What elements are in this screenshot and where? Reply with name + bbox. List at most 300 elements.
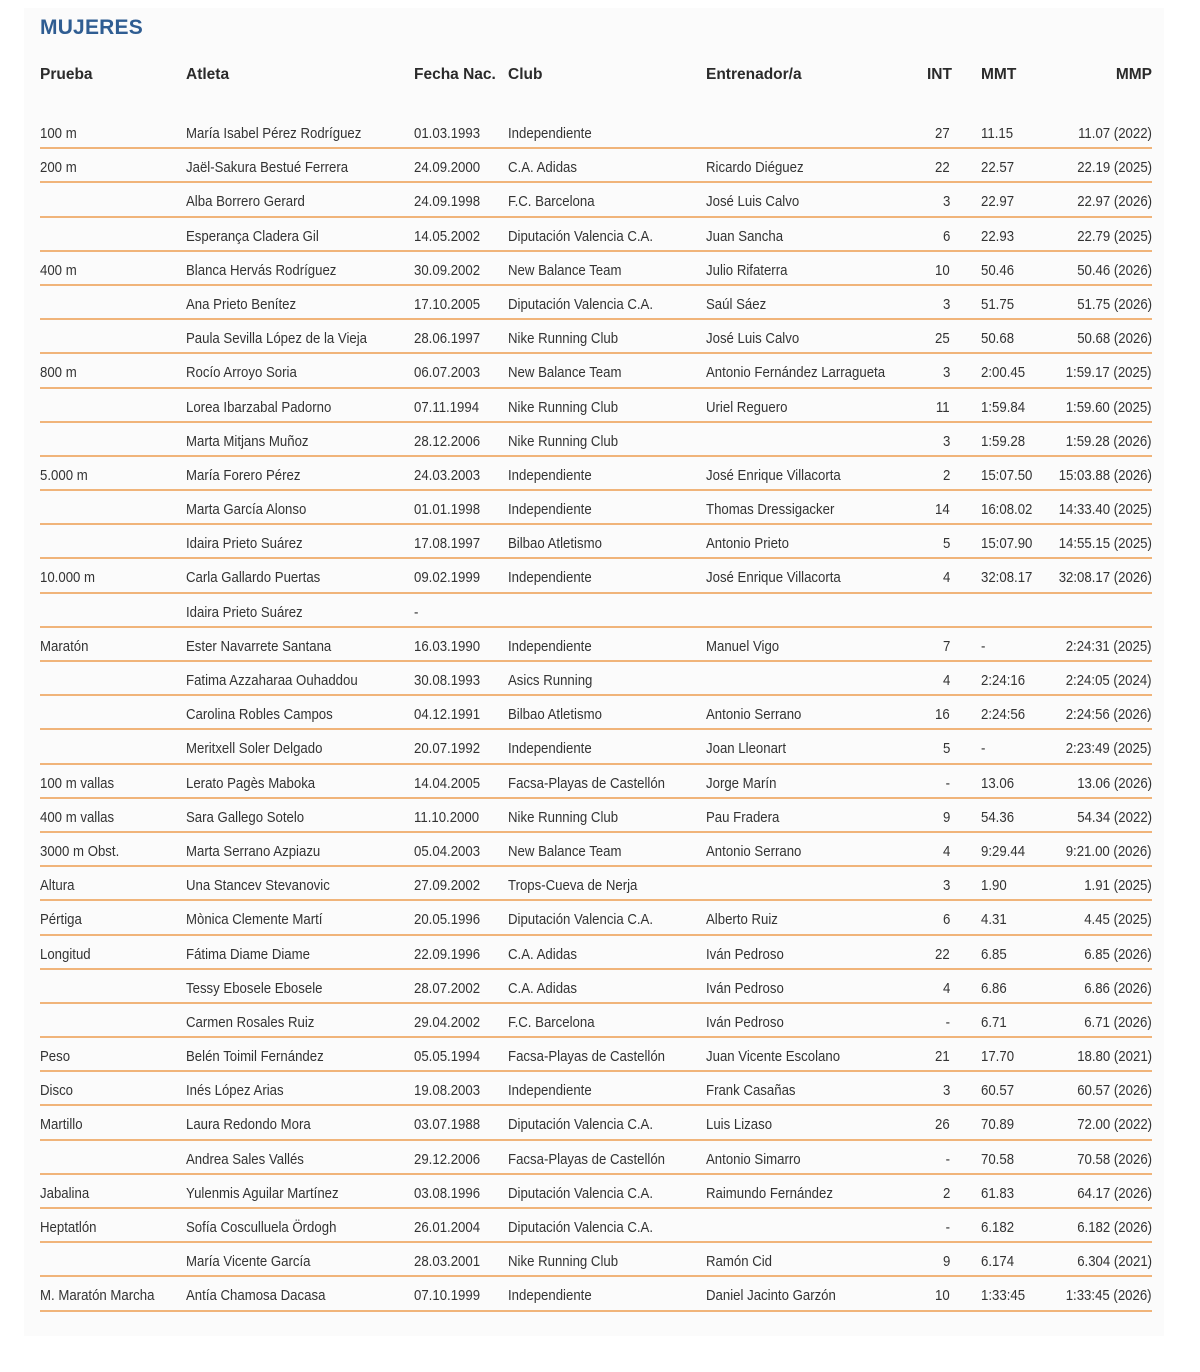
cell-mmt: 51.75 — [981, 295, 1015, 313]
cell-atleta: María Isabel Pérez Rodríguez — [186, 125, 362, 142]
cell-mmp: 14:55.15 (2025) — [1058, 535, 1152, 553]
cell-atleta: María Vicente García — [186, 1253, 311, 1271]
cell-entrenador: Luis Lizaso — [706, 1116, 773, 1134]
cell-mmt: 1:33:45 — [981, 1287, 1026, 1305]
cell-fecha-nac: 29.04.2002 — [414, 1013, 481, 1031]
cell-mmt: 22.93 — [981, 227, 1015, 245]
cell-mmp: 6.71 (2026) — [1084, 1013, 1152, 1031]
cell-entrenador: Ramón Cid — [706, 1253, 773, 1271]
cell-club: Independiente — [508, 569, 592, 587]
cell-int: 5 — [942, 535, 950, 553]
cell-fecha-nac: 28.03.2001 — [414, 1253, 481, 1271]
cell-mmp: 2:24:31 (2025) — [1066, 637, 1152, 655]
cell-int: 14 — [935, 501, 950, 519]
cell-mmp: 22.79 (2025) — [1077, 227, 1152, 245]
cell-mmt: 6.71 — [981, 1013, 1007, 1031]
cell-int: - — [945, 1013, 950, 1031]
cell-fecha-nac: 11.10.2000 — [414, 808, 480, 826]
cell-atleta: Mònica Clemente Martí — [186, 911, 323, 929]
cell-entrenador: Juan Vicente Escolano — [706, 1048, 841, 1066]
cell-club: Nike Running Club — [508, 1253, 619, 1271]
cell-fecha-nac: 05.05.1994 — [414, 1048, 481, 1066]
cell-prueba: 5.000 m — [40, 466, 88, 484]
cell-club: New Balance Team — [508, 842, 622, 860]
cell-fecha-nac: 20.05.1996 — [414, 911, 481, 929]
cell-entrenador: Antonio Serrano — [706, 706, 802, 724]
cell-mmp: 64.17 (2026) — [1077, 1184, 1152, 1202]
cell-int: 6 — [942, 227, 950, 245]
cell-atleta: Jaël-Sakura Bestué Ferrera — [186, 159, 349, 177]
cell-mmp: 54.34 (2022) — [1077, 808, 1152, 826]
cell-entrenador: José Luis Calvo — [706, 330, 800, 348]
cell-entrenador: Iván Pedroso — [706, 979, 784, 997]
cell-atleta: Lerato Pagès Maboka — [186, 774, 316, 792]
cell-prueba: Disco — [40, 1082, 74, 1100]
cell-mmp: 13.06 (2026) — [1077, 774, 1152, 792]
cell-prueba: 800 m — [40, 364, 77, 382]
cell-mmt: 1:59.28 — [981, 432, 1026, 450]
cell-club: Diputación Valencia C.A. — [508, 1116, 654, 1134]
cell-entrenador: Juan Sancha — [706, 227, 784, 245]
table-row — [40, 698, 1152, 732]
cell-int: 5 — [942, 740, 950, 758]
table-row — [40, 1211, 1152, 1245]
section-title: MUJERES — [40, 16, 143, 39]
cell-int: 25 — [935, 330, 950, 348]
cell-mmp: 50.46 (2026) — [1077, 261, 1152, 279]
table-row — [40, 220, 1152, 254]
cell-fecha-nac: 04.12.1991 — [414, 706, 481, 724]
cell-entrenador: Manuel Vigo — [706, 637, 780, 655]
cell-club: Diputación Valencia C.A. — [508, 1184, 654, 1202]
table-row — [40, 1108, 1152, 1142]
cell-mmp: 2:24:05 (2024) — [1066, 672, 1152, 689]
cell-fecha-nac: 22.09.1996 — [414, 945, 481, 963]
cell-mmt: 22.57 — [981, 159, 1015, 177]
table-row — [40, 151, 1152, 185]
cell-mmt: 2:24:16 — [981, 672, 1026, 689]
cell-mmp: 72.00 (2022) — [1077, 1116, 1152, 1134]
cell-prueba: Longitud — [40, 945, 91, 963]
cell-atleta: Carmen Rosales Ruiz — [186, 1013, 315, 1031]
cell-atleta: Ana Prieto Benítez — [186, 295, 297, 313]
cell-club: Bilbao Atletismo — [508, 706, 602, 724]
cell-prueba: 100 m vallas — [40, 774, 115, 792]
table-row — [40, 391, 1152, 425]
cell-club: Nike Running Club — [508, 330, 619, 348]
cell-entrenador: Antonio Prieto — [706, 535, 789, 553]
table-row — [40, 1006, 1152, 1040]
table-row — [40, 801, 1152, 835]
cell-fecha-nac: 20.07.1992 — [414, 740, 481, 758]
cell-atleta: Inés López Arias — [186, 1082, 284, 1100]
cell-mmp: 15:03.88 (2026) — [1058, 466, 1152, 484]
cell-entrenador: José Enrique Villacorta — [706, 569, 841, 587]
cell-mmp: 32:08.17 (2026) — [1058, 569, 1152, 587]
header-atleta: Atleta — [186, 66, 230, 83]
cell-mmp: 4.45 (2025) — [1084, 911, 1152, 929]
cell-mmp: 6.182 (2026) — [1077, 1219, 1152, 1236]
table-row — [40, 459, 1152, 493]
cell-mmp: 1:59.28 (2026) — [1066, 432, 1152, 450]
cell-club: Asics Running — [508, 672, 593, 689]
table-row — [40, 630, 1152, 664]
cell-mmt: 6.86 — [981, 979, 1007, 997]
cell-int: 6 — [942, 911, 950, 929]
cell-atleta: Paula Sevilla López de la Vieja — [186, 330, 368, 348]
cell-entrenador: Jorge Marín — [706, 774, 777, 792]
cell-club: Nike Running Club — [508, 432, 619, 450]
cell-mmp: 1:33:45 (2026) — [1066, 1287, 1152, 1305]
header-int: INT — [927, 66, 952, 83]
cell-int: 10 — [935, 261, 950, 279]
cell-fecha-nac: 07.10.1999 — [414, 1287, 481, 1305]
cell-mmt: 50.46 — [981, 261, 1015, 279]
cell-atleta: Idaira Prieto Suárez — [186, 535, 303, 553]
cell-int: 4 — [942, 569, 950, 587]
cell-fecha-nac: 29.12.2006 — [414, 1150, 481, 1168]
cell-mmp: 6.304 (2021) — [1077, 1253, 1152, 1271]
cell-atleta: Fatima Azzaharaa Ouhaddou — [186, 672, 358, 689]
cell-club: C.A. Adidas — [508, 159, 577, 177]
table-row — [40, 1279, 1152, 1313]
cell-atleta: Carolina Robles Campos — [186, 706, 333, 724]
cell-mmp: 6.86 (2026) — [1084, 979, 1152, 997]
cell-fecha-nac: 17.10.2005 — [414, 295, 481, 313]
cell-club: Diputación Valencia C.A. — [508, 227, 654, 245]
cell-atleta: Tessy Ebosele Ebosele — [186, 979, 323, 997]
cell-mmp: 6.85 (2026) — [1084, 945, 1152, 963]
cell-entrenador: Thomas Dressigacker — [706, 501, 835, 519]
cell-entrenador: Joan Lleonart — [706, 740, 786, 758]
cell-mmt: 16:08.02 — [981, 501, 1033, 519]
header-entrenador: Entrenador/a — [706, 66, 802, 83]
cell-entrenador: Antonio Simarro — [706, 1150, 801, 1168]
cell-club: Nike Running Club — [508, 808, 619, 826]
cell-club: F.C. Barcelona — [508, 1013, 595, 1031]
cell-atleta: Fátima Diame Diame — [186, 945, 310, 963]
cell-int: 3 — [942, 432, 950, 450]
cell-mmp: 1.91 (2025) — [1084, 877, 1152, 895]
cell-mmp: 51.75 (2026) — [1077, 295, 1152, 313]
cell-int: 7 — [942, 637, 950, 655]
cell-prueba: Peso — [40, 1048, 71, 1066]
cell-mmt: 61.83 — [981, 1184, 1015, 1202]
cell-atleta: Marta Mitjans Muñoz — [186, 432, 309, 450]
cell-fecha-nac: 30.09.2002 — [414, 261, 481, 279]
table-row — [40, 1074, 1152, 1108]
cell-club: New Balance Team — [508, 364, 622, 382]
table-row — [40, 972, 1152, 1006]
cell-fecha-nac: 24.03.2003 — [414, 466, 481, 484]
cell-mmt: 2:24:56 — [981, 706, 1026, 724]
cell-entrenador: Frank Casañas — [706, 1082, 796, 1100]
cell-int: 2 — [942, 466, 950, 484]
cell-entrenador: Pau Fradera — [706, 808, 780, 826]
cell-fecha-nac: 24.09.2000 — [414, 159, 481, 177]
cell-entrenador: Antonio Serrano — [706, 842, 802, 860]
cell-fecha-nac: 17.08.1997 — [414, 535, 481, 553]
cell-entrenador: Uriel Reguero — [706, 398, 788, 416]
cell-prueba: Pértiga — [40, 911, 82, 929]
cell-int: 9 — [942, 1253, 950, 1271]
cell-mmp: 60.57 (2026) — [1077, 1082, 1152, 1100]
cell-int: - — [945, 774, 950, 792]
cell-club: Independiente — [508, 1287, 592, 1305]
cell-fecha-nac: 28.06.1997 — [414, 330, 481, 348]
cell-entrenador: Antonio Fernández Larragueta — [706, 364, 886, 382]
cell-mmt: 1:59.84 — [981, 398, 1026, 416]
cell-fecha-nac: 01.03.1993 — [414, 125, 481, 142]
table-row — [40, 322, 1152, 356]
cell-atleta: Meritxell Soler Delgado — [186, 740, 323, 758]
cell-atleta: Laura Redondo Mora — [186, 1116, 311, 1134]
cell-mmt: 50.68 — [981, 330, 1015, 348]
cell-mmt: 54.36 — [981, 808, 1015, 826]
cell-atleta: Marta García Alonso — [186, 501, 307, 519]
cell-club: Independiente — [508, 501, 592, 519]
cell-fecha-nac: 24.09.1998 — [414, 193, 481, 211]
cell-mmt: 15:07.90 — [981, 535, 1033, 553]
cell-prueba: 100 m — [40, 125, 77, 142]
cell-entrenador: Alberto Ruiz — [706, 911, 778, 929]
cell-entrenador: Raimundo Fernández — [706, 1184, 833, 1202]
cell-prueba: Altura — [40, 877, 75, 895]
table-row — [40, 1177, 1152, 1211]
cell-int: 9 — [942, 808, 950, 826]
cell-fecha-nac: - — [414, 603, 419, 621]
cell-int: 26 — [935, 1116, 950, 1134]
cell-atleta: Alba Borrero Gerard — [186, 193, 305, 211]
cell-mmt: 32:08.17 — [981, 569, 1033, 587]
cell-atleta: Carla Gallardo Puertas — [186, 569, 321, 587]
cell-entrenador: Iván Pedroso — [706, 945, 784, 963]
table-header — [40, 66, 1152, 90]
header-club: Club — [508, 66, 543, 83]
cell-club: Diputación Valencia C.A. — [508, 1219, 654, 1236]
cell-int: 2 — [942, 1184, 950, 1202]
cell-mmt: - — [981, 740, 986, 758]
cell-mmt: 6.85 — [981, 945, 1007, 963]
cell-mmp: 1:59.60 (2025) — [1066, 398, 1152, 416]
cell-entrenador: José Luis Calvo — [706, 193, 800, 211]
cell-int: 27 — [935, 125, 950, 142]
cell-club: Trops-Cueva de Nerja — [508, 877, 638, 895]
cell-entrenador: Daniel Jacinto Garzón — [706, 1287, 836, 1305]
cell-int: 3 — [942, 193, 950, 211]
cell-fecha-nac: 09.02.1999 — [414, 569, 481, 587]
cell-int: 4 — [942, 842, 950, 860]
cell-prueba: Jabalina — [40, 1184, 90, 1202]
cell-fecha-nac: 06.07.2003 — [414, 364, 481, 382]
cell-prueba: Martillo — [40, 1116, 83, 1134]
cell-mmt: 6.182 — [981, 1219, 1015, 1236]
cell-mmp: 14:33.40 (2025) — [1058, 501, 1152, 519]
cell-prueba: 200 m — [40, 159, 77, 177]
cell-mmt: 6.174 — [981, 1253, 1015, 1271]
cell-prueba: Maratón — [40, 637, 89, 655]
table-row — [40, 664, 1152, 698]
cell-atleta: Antía Chamosa Dacasa — [186, 1287, 326, 1305]
cell-club: Nike Running Club — [508, 398, 619, 416]
cell-atleta: Blanca Hervás Rodríguez — [186, 261, 337, 279]
cell-mmp: 22.97 (2026) — [1077, 193, 1152, 211]
cell-entrenador: Iván Pedroso — [706, 1013, 784, 1031]
header-mmt: MMT — [981, 66, 1017, 83]
header-fecha-nac: Fecha Nac. — [414, 66, 496, 83]
table-row — [40, 288, 1152, 322]
cell-mmt: 22.97 — [981, 193, 1015, 211]
cell-club: Independiente — [508, 637, 592, 655]
cell-club: Bilbao Atletismo — [508, 535, 602, 553]
table-row — [40, 1040, 1152, 1074]
cell-fecha-nac: 03.07.1988 — [414, 1116, 481, 1134]
cell-mmt: 4.31 — [981, 911, 1007, 929]
cell-int: - — [945, 1219, 950, 1236]
cell-prueba: 10.000 m — [40, 569, 96, 587]
cell-int: 16 — [935, 706, 950, 724]
cell-int: 21 — [935, 1048, 950, 1066]
table-row — [40, 1143, 1152, 1177]
cell-club: Independiente — [508, 740, 592, 758]
cell-atleta: Una Stancev Stevanovic — [186, 877, 330, 895]
cell-atleta: Rocío Arroyo Soria — [186, 364, 297, 382]
athletes-table — [40, 117, 1152, 1314]
cell-atleta: Ester Navarrete Santana — [186, 637, 332, 655]
cell-fecha-nac: 14.04.2005 — [414, 774, 481, 792]
cell-club: Facsa-Playas de Castellón — [508, 774, 666, 792]
table-row — [40, 254, 1152, 288]
table-row — [40, 527, 1152, 561]
cell-mmp: 2:23:49 (2025) — [1066, 740, 1152, 758]
table-row — [40, 117, 1152, 151]
cell-atleta: Andrea Sales Vallés — [186, 1150, 304, 1168]
cell-int: 22 — [935, 945, 950, 963]
cell-mmp: 2:24:56 (2026) — [1066, 706, 1152, 724]
cell-club: Independiente — [508, 1082, 592, 1100]
cell-fecha-nac: 26.01.2004 — [414, 1219, 481, 1236]
cell-mmp: 50.68 (2026) — [1077, 330, 1152, 348]
table-row — [40, 732, 1152, 766]
cell-atleta: Belén Toimil Fernández — [186, 1048, 324, 1066]
cell-mmt: 13.06 — [981, 774, 1015, 792]
cell-mmt: 70.89 — [981, 1116, 1015, 1134]
cell-entrenador: José Enrique Villacorta — [706, 466, 841, 484]
cell-club: Diputación Valencia C.A. — [508, 295, 654, 313]
cell-atleta: Marta Serrano Azpiazu — [186, 842, 321, 860]
cell-fecha-nac: 28.07.2002 — [414, 979, 481, 997]
cell-mmt: 17.70 — [981, 1048, 1015, 1066]
cell-prueba: Heptatlón — [40, 1219, 97, 1236]
cell-mmt: 9:29.44 — [981, 842, 1026, 860]
cell-int: 4 — [942, 979, 950, 997]
cell-prueba: M. Maratón Marcha — [40, 1287, 155, 1305]
cell-mmp: 22.19 (2025) — [1077, 159, 1152, 177]
cell-prueba: 3000 m Obst. — [40, 842, 120, 860]
cell-fecha-nac: 05.04.2003 — [414, 842, 481, 860]
cell-atleta: Sofía Cosculluela Ördogh — [186, 1219, 337, 1236]
table-row — [40, 869, 1152, 903]
cell-fecha-nac: 30.08.1993 — [414, 672, 481, 689]
header-prueba: Prueba — [40, 66, 93, 83]
cell-mmt: 1.90 — [981, 877, 1007, 895]
cell-entrenador: Saúl Sáez — [706, 295, 767, 313]
table-row — [40, 767, 1152, 801]
cell-mmp: 70.58 (2026) — [1077, 1150, 1152, 1168]
cell-int: - — [945, 1150, 950, 1168]
table-row — [40, 835, 1152, 869]
cell-fecha-nac: 03.08.1996 — [414, 1184, 481, 1202]
cell-club: F.C. Barcelona — [508, 193, 595, 211]
cell-mmt: - — [981, 637, 986, 655]
cell-int: 10 — [935, 1287, 950, 1305]
cell-atleta: Sara Gallego Sotelo — [186, 808, 305, 826]
cell-mmt: 11.15 — [981, 125, 1014, 142]
cell-entrenador: Julio Rifaterra — [706, 261, 788, 279]
cell-atleta: Lorea Ibarzabal Padorno — [186, 398, 332, 416]
table-row — [40, 596, 1152, 630]
table-row — [40, 561, 1152, 595]
cell-int: 4 — [942, 672, 950, 689]
cell-club: Independiente — [508, 466, 592, 484]
cell-club: Facsa-Playas de Castellón — [508, 1150, 666, 1168]
cell-mmp: 9:21.00 (2026) — [1066, 842, 1152, 860]
cell-fecha-nac: 27.09.2002 — [414, 877, 481, 895]
cell-prueba: 400 m — [40, 261, 77, 279]
cell-atleta: Yulenmis Aguilar Martínez — [186, 1184, 339, 1202]
cell-fecha-nac: 01.01.1998 — [414, 501, 481, 519]
cell-mmp: 11.07 (2022) — [1078, 125, 1152, 142]
cell-club: Facsa-Playas de Castellón — [508, 1048, 666, 1066]
cell-mmt: 2:00.45 — [981, 364, 1026, 382]
cell-club: C.A. Adidas — [508, 945, 577, 963]
cell-mmt: 15:07.50 — [981, 466, 1033, 484]
cell-club: Diputación Valencia C.A. — [508, 911, 654, 929]
cell-int: 11 — [936, 398, 950, 416]
cell-fecha-nac: 14.05.2002 — [414, 227, 481, 245]
cell-mmp: 1:59.17 (2025) — [1066, 364, 1152, 382]
table-row — [40, 185, 1152, 219]
cell-atleta: Esperança Cladera Gil — [186, 227, 319, 245]
cell-mmt: 70.58 — [981, 1150, 1015, 1168]
cell-atleta: María Forero Pérez — [186, 466, 301, 484]
cell-mmp: 18.80 (2021) — [1077, 1048, 1152, 1066]
table-row — [40, 425, 1152, 459]
cell-int: 3 — [942, 295, 950, 313]
cell-int: 3 — [942, 364, 950, 382]
cell-int: 3 — [942, 1082, 950, 1100]
cell-int: 22 — [935, 159, 950, 177]
cell-fecha-nac: 16.03.1990 — [414, 637, 481, 655]
cell-club: C.A. Adidas — [508, 979, 577, 997]
table-row — [40, 903, 1152, 937]
cell-fecha-nac: 28.12.2006 — [414, 432, 481, 450]
cell-fecha-nac: 07.11.1994 — [414, 398, 480, 416]
table-row — [40, 938, 1152, 972]
cell-club: Independiente — [508, 125, 592, 142]
table-row — [40, 493, 1152, 527]
cell-prueba: 400 m vallas — [40, 808, 115, 826]
cell-entrenador: Ricardo Diéguez — [706, 159, 804, 177]
cell-mmt: 60.57 — [981, 1082, 1015, 1100]
cell-club: New Balance Team — [508, 261, 622, 279]
table-row — [40, 356, 1152, 390]
header-mmp: MMP — [1115, 66, 1152, 83]
cell-int: 3 — [942, 877, 950, 895]
table-row — [40, 1245, 1152, 1279]
cell-atleta: Idaira Prieto Suárez — [186, 603, 303, 621]
cell-fecha-nac: 19.08.2003 — [414, 1082, 481, 1100]
